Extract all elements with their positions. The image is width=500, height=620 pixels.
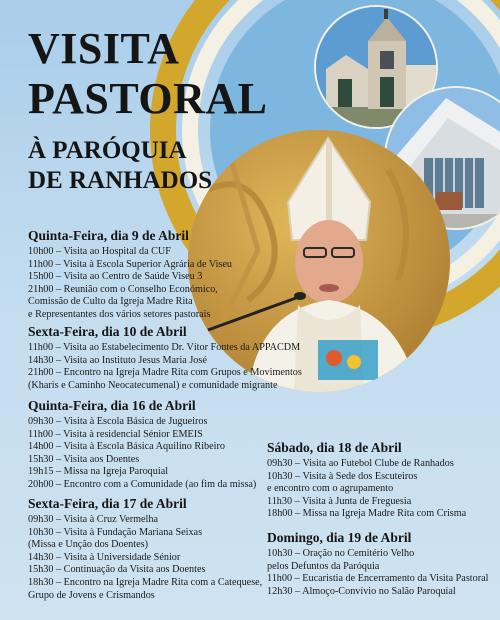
schedule-line: 10h30 – Oração no Cemitério Velho: [267, 548, 415, 559]
day-heading: Sexta-Feira, dia 17 de Abril: [28, 496, 187, 511]
schedule-line: e encontro com o agrupamento: [267, 483, 394, 495]
schedule-day-5: [267, 440, 466, 521]
schedule-line: 09h30 – Visita à Escola Básica de Jugueiros: [28, 416, 208, 427]
schedule-day-6: [267, 530, 488, 598]
schedule-line: 10h30 – Visita à Sede dos Escuteiros: [267, 470, 418, 482]
schedule-line: 15h30 – Continuação da Visita aos Doentes: [28, 564, 206, 576]
schedule-line: 11h00 – Eucaristia de Encerramento da Visita Pastoral: [267, 573, 489, 585]
poster-title: [28, 24, 268, 124]
schedule-line: 19h15 – Missa na Igreja Paroquial: [28, 466, 169, 478]
schedule-line: 21h00 – Encontro na Igreja Madre Rita com Grupos e Movimentos: [28, 367, 302, 379]
schedule-line: 10h00 – Visita ao Hospital da CUF: [28, 246, 171, 257]
day-heading: Domingo, dia 19 de Abril: [267, 530, 412, 545]
day-heading: Sexta-Feira, dia 10 de Abril: [28, 324, 187, 339]
schedule-day-2: [28, 324, 302, 392]
schedule-line: 11h00 – Visita à Escola Superior Agrária de Viseu: [28, 258, 232, 270]
day-heading: Quinta-Feira, dia 9 de Abril: [28, 228, 189, 243]
schedule-line: 15h00 – Visita ao Centro de Saúde Viseu 3: [28, 271, 203, 283]
title-line-2: PASTORAL: [28, 74, 268, 123]
schedule-line: (Missa e Unção dos Doentes): [28, 539, 148, 551]
schedule-line: Grupo de Jovens e Crismandos: [28, 589, 155, 601]
schedule-line: 15h30 – Visita aos Doentes: [28, 453, 140, 465]
day-heading: Quinta-Feira, dia 16 de Abril: [28, 398, 196, 413]
subtitle-line-1: À PARÓQUIA: [28, 137, 187, 164]
schedule-line: 10h30 – Visita à Fundação Mariana Seixas: [28, 526, 203, 538]
poster-subtitle: [28, 136, 212, 196]
schedule-line: pelos Defuntos da Paróquia: [267, 560, 380, 572]
schedule-line: Comissão de Culto da Igreja Madre Rita: [28, 296, 193, 308]
schedule-line: e Representantes dos vários setores pastorais: [28, 308, 211, 320]
title-line-1: VISITA: [28, 24, 180, 73]
schedule-line: 09h30 – Visita ao Futebol Clube de Ranhados: [267, 458, 454, 469]
schedule-day-1: [28, 228, 232, 322]
schedule-line: 09h30 – Visita à Cruz Vermelha: [28, 514, 159, 525]
schedule-day-4: [28, 496, 262, 602]
schedule-line: 11h00 – Visita ao Estabelecimento Dr. Vítor Fontes da APPACDM: [28, 342, 301, 353]
subtitle-line-2: DE RANHADOS: [28, 167, 213, 194]
schedule-line: 18h00 – Missa na Igreja Madre Rita com Crisma: [267, 508, 467, 520]
schedule-line: 21h00 – Reunião com o Conselho Económico,: [28, 283, 218, 295]
schedule-line: 11h00 – Visita à residencial Sénior EMEIS: [28, 428, 203, 440]
schedule-line: 14h30 – Visita ao Instituto Jesus Maria José: [28, 354, 207, 366]
schedule-line: 11h30 – Visita à Junta de Freguesia: [267, 495, 412, 507]
schedule-line: (Kharis e Caminho Neocatecumenal) e comunidade migrante: [28, 379, 278, 391]
day-heading: Sábado, dia 18 de Abril: [267, 440, 402, 455]
schedule-day-3: [28, 398, 256, 492]
schedule-line: 14h30 – Visita à Universidade Sénior: [28, 551, 181, 563]
schedule-line: 14h00 – Visita à Escola Básica Aquilino Ribeiro: [28, 441, 225, 453]
schedule-line: 18h30 – Encontro na Igreja Madre Rita com a Catequese,: [28, 576, 263, 588]
schedule-line: 20h00 – Encontro com a Comunidade (ao fim da missa): [28, 478, 257, 490]
schedule-line: 12h30 – Almoço-Convívio no Salão Paroquial: [267, 585, 456, 597]
